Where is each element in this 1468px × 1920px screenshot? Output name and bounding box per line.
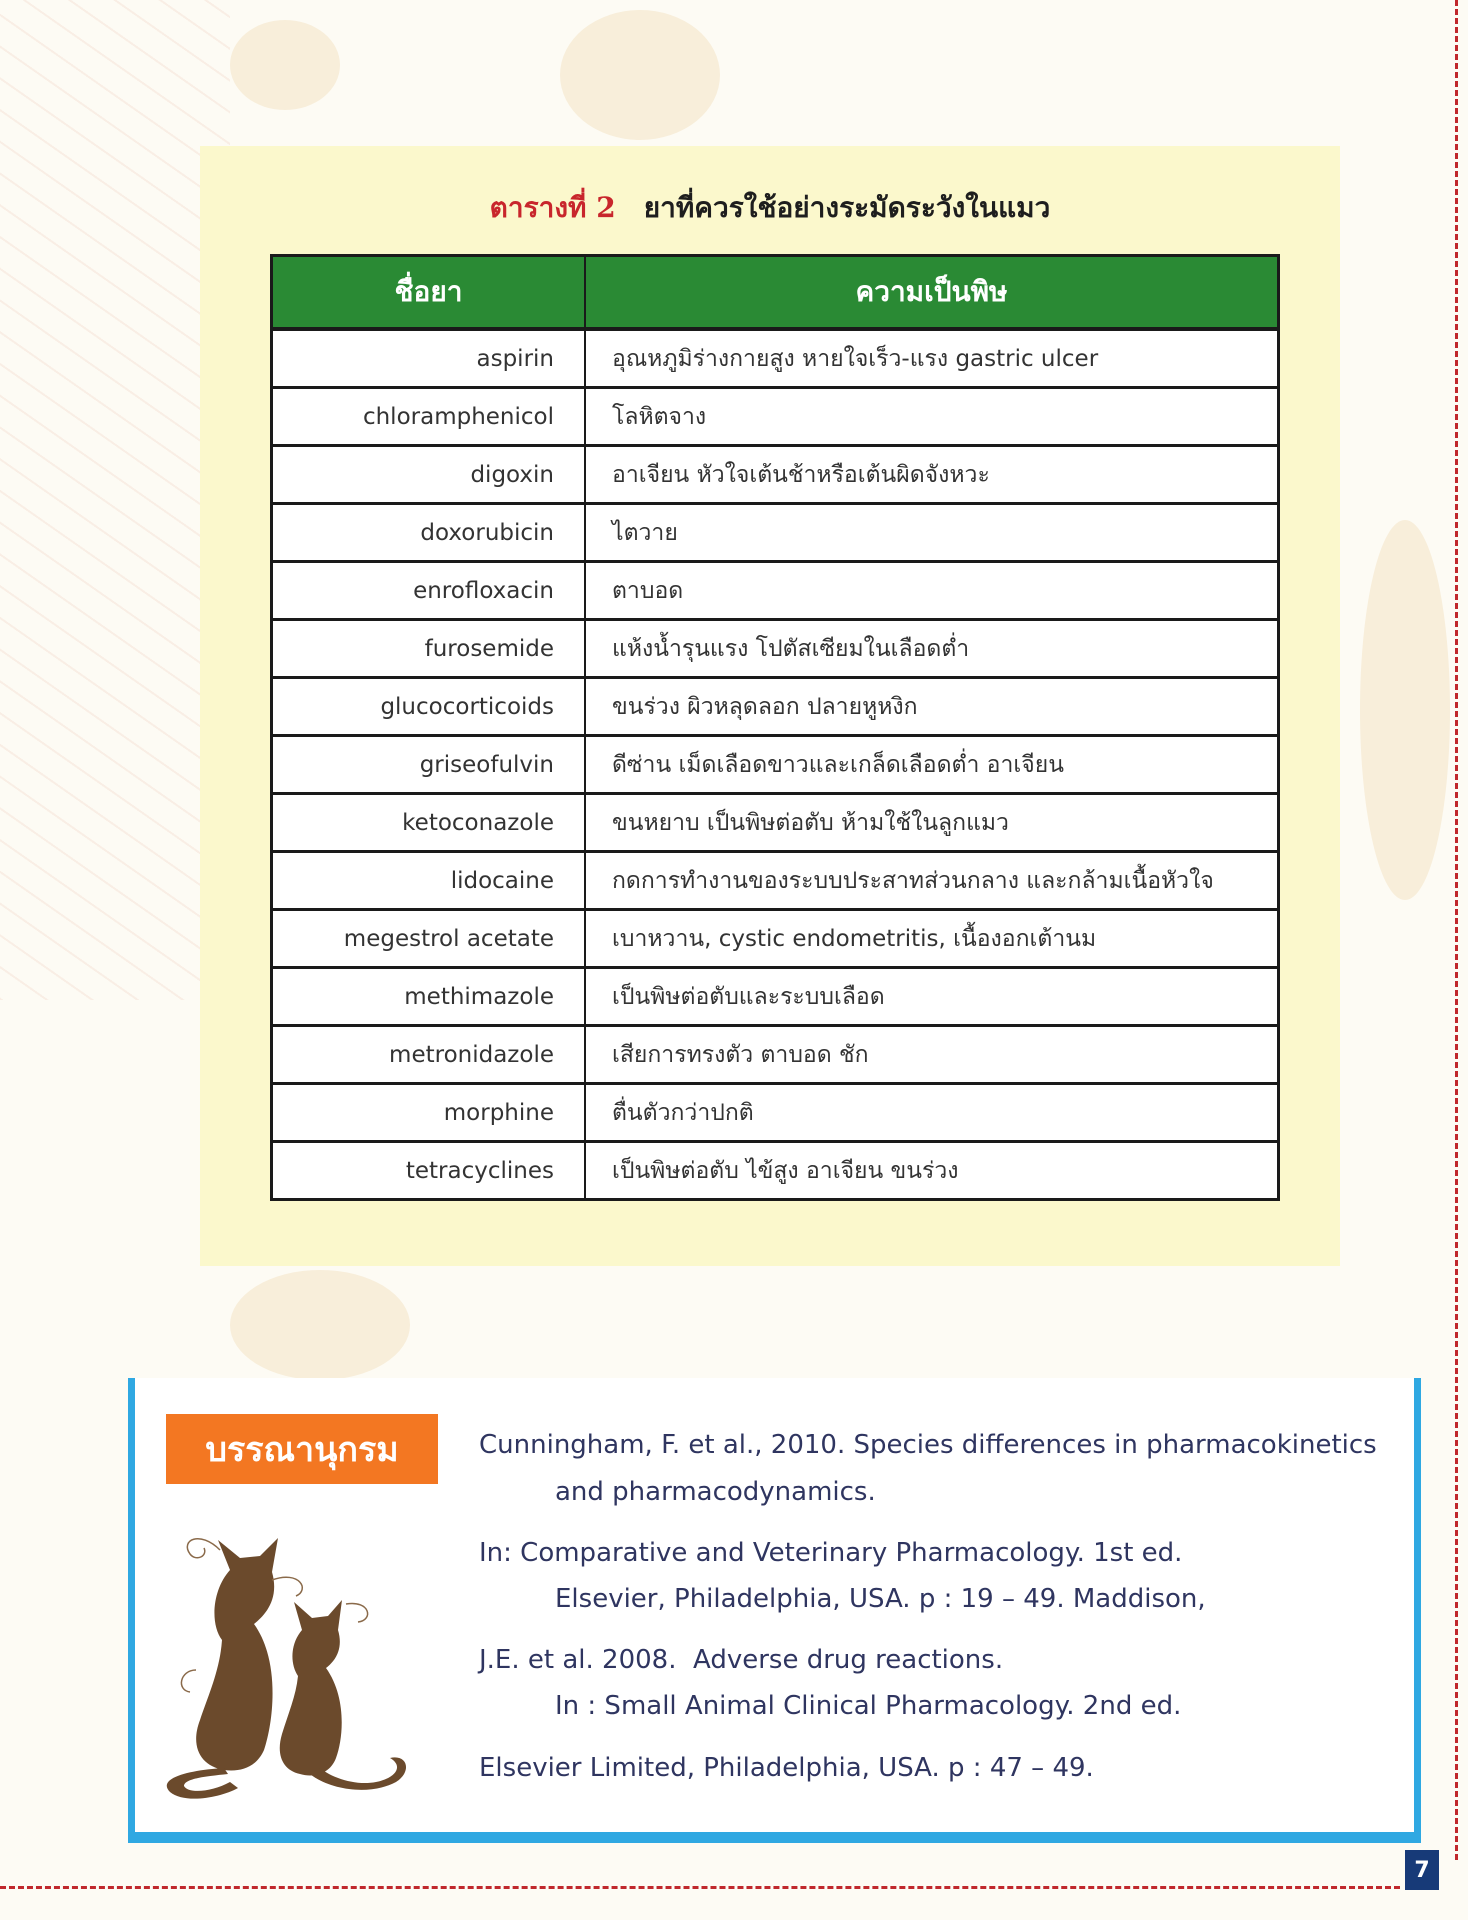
table-row [272,620,1279,678]
drug-name: glucocorticoids [272,678,586,736]
toxicity: ขนหยาบ เป็นพิษต่อตับ ห้ามใช้ในลูกแมว [585,794,1279,852]
background-splash [1360,520,1450,900]
table-row [272,968,1279,1026]
toxicity: โลหิตจาง [585,388,1279,446]
reference-line: Cunningham, F. et al., 2010. Species differences in pharmacokinetics [479,1430,1377,1460]
toxicity: อุณหภูมิร่างกายสูง หายใจเร็ว-แรง gastric ulcer [585,329,1279,388]
table-row [272,794,1279,852]
reference-line: In: Comparative and Veterinary Pharmacology. 1st ed. [479,1538,1183,1568]
table-row [272,678,1279,736]
toxicity: ตื่นตัวกว่าปกติ [585,1084,1279,1142]
reference-line: Elsevier, Philadelphia, USA. p : 19 – 49. Maddison, [555,1584,1206,1614]
drug-name: enrofloxacin [272,562,586,620]
table-row [272,446,1279,504]
drug-name: metronidazole [272,1026,586,1084]
toxicity: กดการทำงานของระบบประสาทส่วนกลาง และกล้ามเนื้อหัวใจ [585,852,1279,910]
table-row [272,388,1279,446]
toxicity: ไตวาย [585,504,1279,562]
table-row [272,910,1279,968]
table-caption-number: ตารางที่ 2 [489,191,616,224]
table-row [272,852,1279,910]
drug-name: griseofulvin [272,736,586,794]
drug-name: aspirin [272,329,586,388]
page-border-right [1455,0,1458,1860]
header-drug-name: ชื่อยา [272,256,586,330]
table-row [272,329,1279,388]
drug-name: morphine [272,1084,586,1142]
cats-illustration-icon [160,1520,440,1805]
toxicity: เบาหวาน, cystic endometritis, เนื้องอกเต้านม [585,910,1279,968]
drug-name: lidocaine [272,852,586,910]
background-splash [560,10,720,140]
toxicity: เสียการทรงตัว ตาบอด ชัก [585,1026,1279,1084]
toxicity: แห้งน้ำรุนแรง โปตัสเซียมในเลือดต่ำ [585,620,1279,678]
background-line-pattern [0,0,230,1000]
table-header-row [272,256,1279,330]
drug-name: tetracyclines [272,1142,586,1200]
toxicity: อาเจียน หัวใจเต้นช้าหรือเต้นผิดจังหวะ [585,446,1279,504]
table-row [272,504,1279,562]
table-caption-title: ยาที่ควรใช้อย่างระมัดระวังในแมว [643,191,1051,224]
reference-line: and pharmacodynamics. [555,1477,876,1507]
table-row [272,562,1279,620]
drug-name: furosemide [272,620,586,678]
drug-name: methimazole [272,968,586,1026]
table-row [272,1142,1279,1200]
toxicity: เป็นพิษต่อตับ ไข้สูง อาเจียน ขนร่วง [585,1142,1279,1200]
table-row [272,1084,1279,1142]
table-caption [200,186,1340,230]
drug-name: megestrol acetate [272,910,586,968]
reference-line: J.E. et al. 2008. Adverse drug reactions. [479,1645,1004,1675]
toxicity: ดีซ่าน เม็ดเลือดขาวและเกล็ดเลือดต่ำ อาเจียน [585,736,1279,794]
drug-name: doxorubicin [272,504,586,562]
toxicity: ตาบอด [585,562,1279,620]
reference-line: In : Small Animal Clinical Pharmacology. 2nd ed. [555,1691,1182,1721]
reference-line: Elsevier Limited, Philadelphia, USA. p : 47 – 49. [479,1753,1094,1783]
drug-name: chloramphenicol [272,388,586,446]
background-splash [230,20,340,110]
page-border-bottom [0,1886,1400,1889]
drug-name: ketoconazole [272,794,586,852]
page-number: 7 [1405,1850,1439,1890]
references-title: บรรณานุกรม [166,1414,438,1484]
drug-toxicity-table [270,254,1280,1201]
toxicity: เป็นพิษต่อตับและระบบเลือด [585,968,1279,1026]
header-toxicity: ความเป็นพิษ [585,256,1279,330]
background-splash [230,1270,410,1380]
drug-name: digoxin [272,446,586,504]
toxicity: ขนร่วง ผิวหลุดลอก ปลายหูหงิก [585,678,1279,736]
table-row [272,1026,1279,1084]
table-row [272,736,1279,794]
